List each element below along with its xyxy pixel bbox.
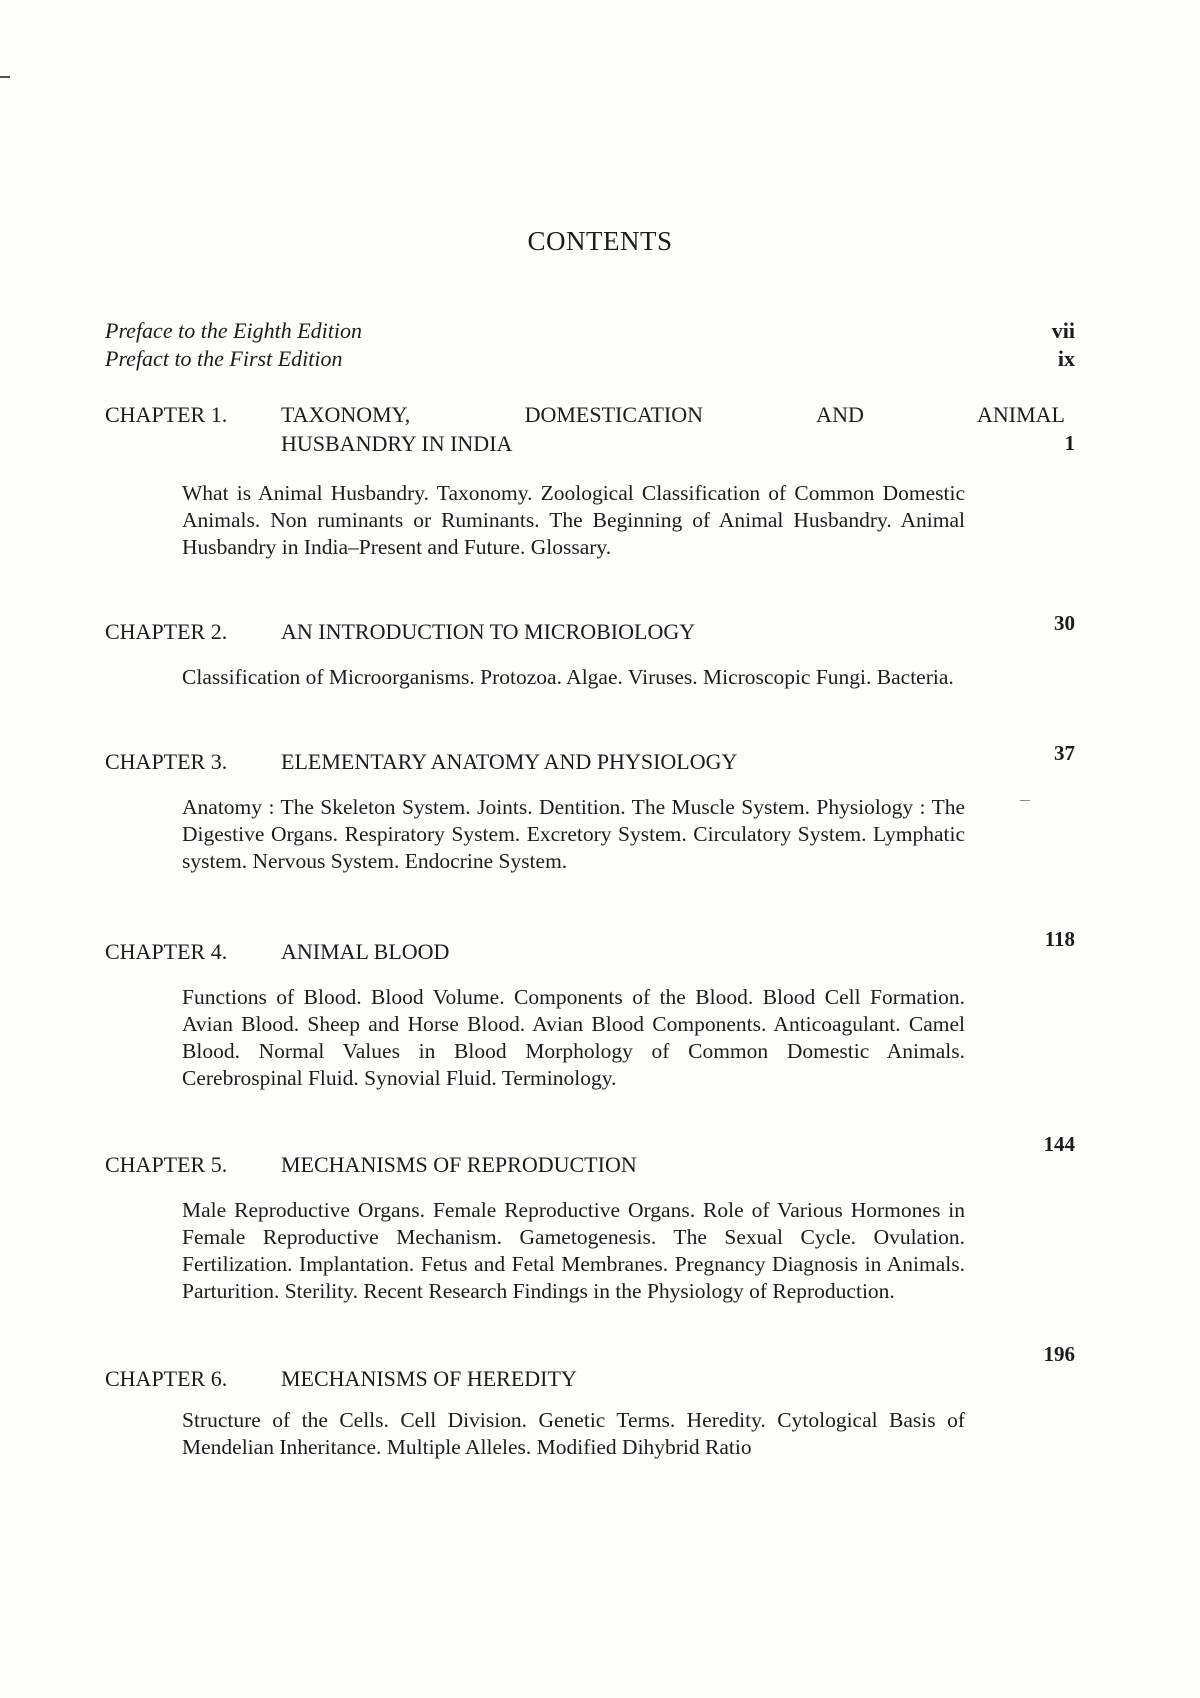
chapter-page-number: 144 [1043,1132,1075,1156]
chapter-heading [105,611,1075,646]
preface-label: Preface to the Eighth Edition [105,318,363,343]
chapter-number: CHAPTER 6. [105,1366,228,1391]
chapter-title: TAXONOMY, DOMESTICATION AND ANIMAL [281,402,1065,427]
chapter-entry-5 [105,1132,1075,1305]
chapter-page-number: 118 [1044,927,1075,951]
chapter-description: Anatomy : The Skeleton System. Joints. Dentition. The Muscle System. Physiology : The Digestive Organs. Respiratory System. Excretory System. Circulatory System. Lymphatic system. Nervous System. Endocrine System. [182,795,965,873]
preface-first-edition [105,346,1075,372]
chapter-heading [105,1132,1075,1179]
preface-label: Prefact to the First Edition [105,346,343,371]
chapter-number: CHAPTER 5. [105,1152,228,1177]
chapter-title: AN INTRODUCTION TO MICROBIOLOGY [281,619,696,644]
chapter-page-number: 37 [1054,741,1075,765]
scan-edge-mark [0,76,10,78]
chapter-entry-1 [105,400,1075,561]
chapter-heading [105,741,1075,776]
chapter-title: MECHANISMS OF REPRODUCTION [281,1152,637,1177]
chapter-page-number: 196 [1043,1342,1075,1366]
chapter-description: What is Animal Husbandry. Taxonomy. Zoological Classification of Common Domestic Animals. Non ruminants or Ruminants. The Beginning of Animal Husbandry. Animal Husbandry in India–Present and Future. Glossary. [182,481,965,559]
chapter-description: Male Reproductive Organs. Female Reproductive Organs. Role of Various Hormones in Female Reproductive Mechanism. Gametogenesis. The Sexual Cycle. Ovulation. Fertilization. Implantation. Fetus and Fetal Membranes. Pregnancy Diagnosis in Animals. Parturition. Sterility. Recent Research Findings in the Physiology of Reproduction. [182,1198,965,1303]
chapter-description: Structure of the Cells. Cell Division. Genetic Terms. Heredity. Cytological Basis of Mendelian Inheritance. Multiple Alleles. Modified Dihybrid Ratio [182,1408,965,1459]
chapter-title: ANIMAL BLOOD [281,939,450,964]
chapter-entry-2 [105,611,1075,691]
chapter-entry-6 [105,1342,1075,1461]
chapter-entry-4 [105,927,1075,1092]
chapter-entry-3 [105,741,1075,875]
chapter-number: CHAPTER 1. [105,402,228,427]
chapter-title: MECHANISMS OF HEREDITY [281,1366,577,1391]
chapter-page-number: 30 [1054,611,1075,635]
chapter-number: CHAPTER 2. [105,619,228,644]
preface-page-number: vii [1051,318,1075,343]
chapter-description: Classification of Microorganisms. Protozoa. Algae. Viruses. Microscopic Fungi. Bacteria. [182,665,954,689]
chapter-title-continued: HUSBANDRY IN INDIA [281,431,513,456]
chapter-heading [105,1342,1075,1393]
page-title: CONTENTS [527,226,673,256]
chapter-description: Functions of Blood. Blood Volume. Components of the Blood. Blood Cell Formation. Avian Blood. Sheep and Horse Blood. Avian Blood Components. Anticoagulant. Camel Blood. Normal Values in Blood Morphology of Common Domestic Animals. Cerebrospinal Fluid. Synovial Fluid. Terminology. [182,985,965,1090]
chapter-number: CHAPTER 4. [105,939,228,964]
chapter-heading [105,927,1075,966]
chapter-page-number: 1 [1064,431,1075,455]
preface-eighth-edition [105,318,1075,344]
chapter-heading [105,400,1075,458]
chapter-title: ELEMENTARY ANATOMY AND PHYSIOLOGY [281,749,738,774]
chapter-number: CHAPTER 3. [105,749,228,774]
preface-page-number: ix [1057,346,1075,371]
